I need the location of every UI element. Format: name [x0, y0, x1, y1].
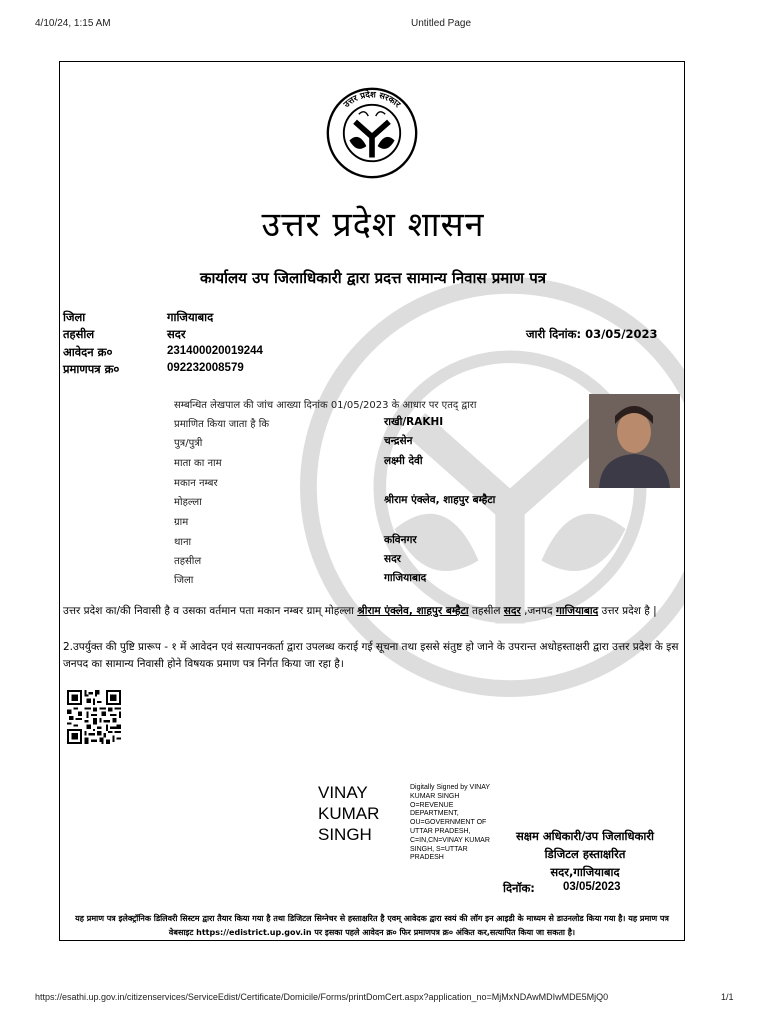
- officer-office: सदर,गाजियाबाद: [550, 865, 620, 879]
- field-label-tehsil: तहसील: [63, 327, 95, 341]
- issue-date: जारी दिनांक: 03/05/2023: [526, 327, 658, 341]
- para1-prefix: उत्तर प्रदेश का/की निवासी है व उसका वर्तमान पता मकान नम्बर ग्राम् मोहल्ला: [63, 605, 358, 617]
- signer-name-line3: SINGH: [318, 825, 372, 844]
- detail-value-tehsil: सदर: [384, 553, 401, 565]
- print-page-count: 1/1: [721, 992, 734, 1002]
- field-label-district: जिला: [63, 310, 86, 324]
- certificate-title: उत्तर प्रदेश शासन: [261, 205, 485, 245]
- signer-name-line2: KUMAR: [318, 804, 380, 823]
- para1-mid: तहसील: [468, 605, 504, 617]
- field-value-tehsil: सदर: [167, 327, 186, 341]
- digital-signature-details: Digitally Signed by VINAY KUMAR SINGH O=REVENUE DEPARTMENT, OU=GOVERNMENT OF UTTAR PRADESH, C=IN,CN=VINAY KUMAR SINGH, S=UTTAR PRADESH: [410, 784, 490, 862]
- detail-label-tehsil: तहसील: [174, 556, 202, 567]
- certificate-subtitle: कार्यालय उप जिलाधिकारी द्वारा प्रदत्त सामान्य निवास प्रमाण पत्र: [200, 269, 546, 287]
- field-label-application-no: आवेदन क्र०: [63, 345, 113, 359]
- detail-value-mother: लक्ष्मी देवी: [384, 455, 423, 467]
- svg-text:उत्तर प्रदेश सरकार: [341, 89, 404, 110]
- detail-label-mother: माता का नाम: [174, 458, 222, 469]
- verification-intro: सम्बन्धित लेखपाल की जांच आख्या दिनांक 01/05/2023 के आधार पर एतद् द्वारा: [174, 400, 477, 411]
- para1-locality: श्रीराम एंक्लेव, शाहपुर बम्हैटा: [357, 605, 469, 617]
- residence-paragraph: [63, 603, 679, 620]
- field-label-certificate-no: प्रमाणपत्र क्र०: [63, 362, 120, 376]
- para1-district: गाजियाबाद: [555, 605, 599, 617]
- officer-designation: सक्षम अधिकारी/उप जिलाधिकारी: [515, 829, 655, 843]
- detail-label-certified: प्रमाणित किया जाता है कि: [174, 419, 270, 430]
- detail-label-village: ग्राम: [174, 517, 189, 528]
- up-government-emblem-icon: [325, 86, 419, 180]
- detail-value-locality: श्रीराम एंक्लेव, शाहपुर बम्हैटा: [384, 494, 496, 506]
- field-value-district: गाजियाबाद: [167, 310, 214, 324]
- para1-suffix: उत्तर प्रदेश है |: [598, 605, 657, 617]
- detail-label-house-no: मकान नम्बर: [174, 478, 218, 489]
- print-page-title: Untitled Page: [411, 18, 472, 29]
- signer-name-line1: VINAY: [318, 783, 368, 802]
- para1-mid2: ,जनपद: [520, 605, 556, 617]
- certificate-footer-note: यह प्रमाण पत्र इलेक्ट्रॉनिक डिलिवरी सिस्टम द्वारा तैयार किया गया है तथा डिजिटल सिग्नेचर से हस्ताक्षरित है एवम् आवेदक द्वारा स्वयं की लॉग इन आइडी के माध्यम से डाउनलोड किया गया है। यह प्रमाण पत्र वेबसाइट https://edistrict.up.gov.in पर इसका पहले आवेदन क्र० फिर प्रमाणपत्र क्र० अंकित कर,सत्यापित किया जा सकता है।: [75, 914, 669, 937]
- detail-label-police-station: थाना: [174, 537, 192, 548]
- applicant-photo: [589, 394, 680, 488]
- field-value-certificate-no: 092232008579: [167, 362, 244, 374]
- detail-label-district: जिला: [174, 575, 194, 586]
- certificate: [59, 61, 685, 941]
- print-url: https://esathi.up.gov.in/citizenservices/ServiceEdist/Certificate/Domicile/Forms/printDomCert.aspx?application_no=MjMxNDAwMDIwMDE5MjQ0: [35, 992, 609, 1002]
- emblem-text: उत्तर प्रदेश सरकार: [341, 89, 403, 110]
- detail-label-locality: मोहल्ला: [174, 497, 202, 508]
- print-datetime: 4/10/24, 1:15 AM: [35, 18, 111, 29]
- signer-name: [318, 782, 379, 845]
- detail-value-father: चन्द्रसेन: [384, 435, 413, 447]
- confirmation-paragraph: 2.उपर्युक्त की पुष्टि प्रारूप - १ में आवेदन एवं सत्यापनकर्ता द्वारा उपलब्ध कराई गई सूचना तथा इससे संतुष्ट हो जाने के उपरान्त अधोहस्ताक्षरी द्वारा उत्तर प्रदेश के इस जनपद का सामान्य निवासी होने विषयक प्रमाण पत्र निर्गत किया जा रहा है।: [63, 641, 679, 670]
- detail-value-name: राखी/RAKHI: [384, 416, 444, 428]
- detail-value-police-station: कविनगर: [384, 534, 417, 546]
- detail-label-parent: पुत्र/पुत्री: [174, 438, 203, 449]
- detail-value-district: गाजियाबाद: [384, 572, 427, 584]
- qr-code-icon[interactable]: [67, 690, 121, 744]
- field-value-application-no: 231400020019244: [167, 345, 263, 357]
- sign-date-label: दिनॉक:: [503, 881, 535, 895]
- para1-tehsil: सदर: [503, 605, 521, 617]
- sign-date: 03/05/2023: [563, 881, 621, 893]
- officer-digital-signed: डिजिटल हस्ताक्षरित: [544, 847, 626, 861]
- applicant-portrait-icon: [589, 394, 680, 488]
